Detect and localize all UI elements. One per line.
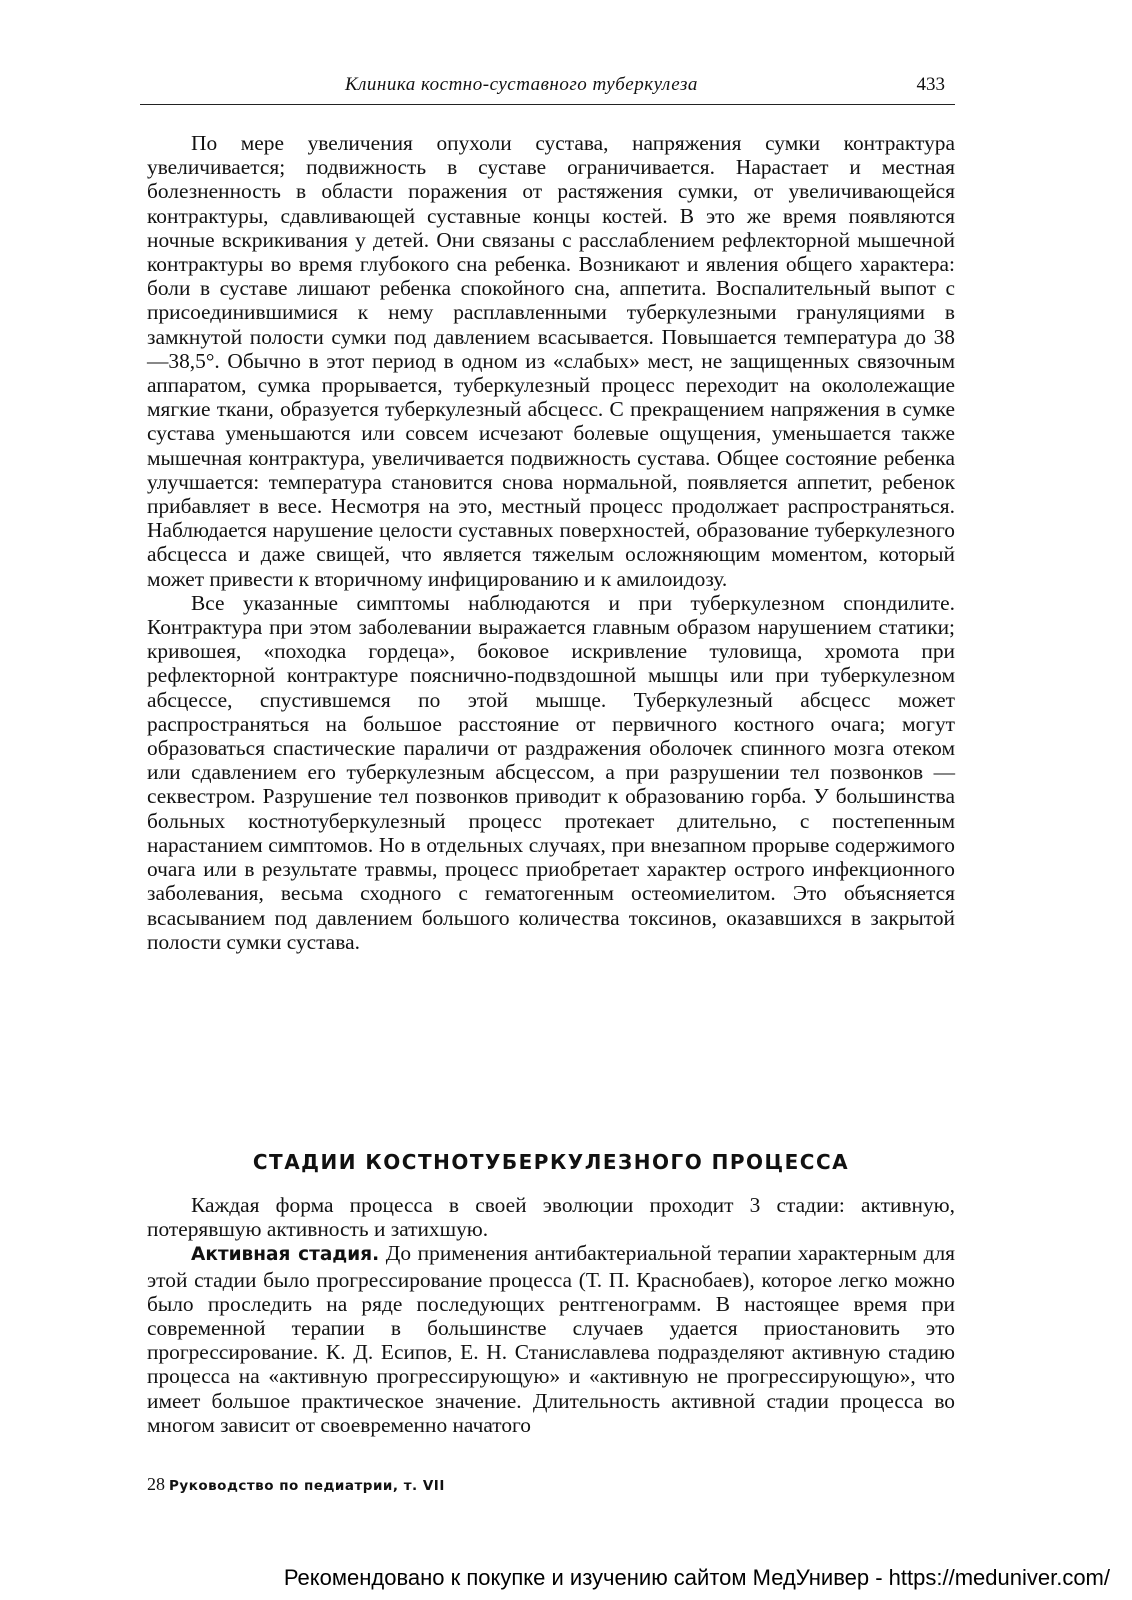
- section-paragraph-2-text: До применения антибактериальной терапии характерным для этой стадии было прогрессирование процесса (Т. П. Краснобаев), которое легко можно было проследить на ряде последующих рентгенограмм. В настоящее время при современной терапии в большинстве случаев удается приостановить это прогрессирование. К. Д. Есипов, Е. Н. Станиславлева подразделяют активную стадию процесса на «активную прогрессирующую» и «активную не прогрессирующую», что имеет большое практическое значение. Длительность активной стадии процесса во многом зависит от своевременно начатого: [147, 1241, 955, 1437]
- section-text: [147, 1193, 955, 1437]
- signature-footnote: [147, 1474, 445, 1495]
- run-in-title: Активная стадия.: [191, 1244, 380, 1266]
- signature-number: 28: [147, 1474, 165, 1494]
- running-head: [140, 72, 955, 105]
- page-number: 433: [916, 74, 945, 95]
- section-paragraph-1: Каждая форма процесса в своей эволюции проходит 3 стадии: активную, потерявшую активность и затихшую.: [147, 1193, 955, 1242]
- signature-text: Руководство по педиатрии, т. VII: [169, 1478, 445, 1494]
- section-heading: СТАДИИ КОСТНОТУБЕРКУЛЕЗНОГО ПРОЦЕССА: [252, 1150, 850, 1174]
- paragraph-1: По мере увеличения опухоли сустава, напряжения сумки контрактура увеличивается; подвижность в суставе ограничивается. Нарастает и местная болезненность в области поражения от растяжения сумки, от увеличивающейся контрактуры, сдавливающей суставные концы костей. В это же время появляются ночные вскрикивания у детей. Они связаны с расслаблением рефлекторной мышечной контрактуры во время глубокого сна ребенка. Возникают и явления общего характера: боли в суставе лишают ребенка спокойного сна, аппетита. Воспалительный выпот с присоединившимися к нему расплавленными туберкулезными грануляциями в замкнутой полости сумки под давлением всасывается. Повышается температура до 38—38,5°. Обычно в этот период в одном из «слабых» мест, не защищенных связочным аппаратом, сумка прорывается, туберкулезный процесс переходит на окололежащие мягкие ткани, образуется туберкулезный абсцесс. С прекращением напряжения в сумке сустава уменьшаются или совсем исчезают болевые ощущения, уменьшается также мышечная контрактура, увеличивается подвижность сустава. Общее состояние ребенка улучшается: температура становится снова нормальной, появляется аппетит, ребенок прибавляет в весе. Несмотря на это, местный процесс продолжает распространяться. Наблюдается нарушение целости суставных поверхностей, образование туберкулезного абсцесса и даже свищей, что является тяжелым осложняющим моментом, который может привести к вторичному инфицированию и к амилоидозу.: [147, 131, 955, 591]
- running-title: Клиника костно-суставного туберкулеза: [345, 74, 698, 95]
- section-paragraph-2: [147, 1241, 955, 1437]
- paragraph-2: Все указанные симптомы наблюдаются и при туберкулезном спондилите. Контрактура при этом заболевании выражается главным образом нарушением статики; кривошея, «походка гордеца», боковое искривление туловища, хромота при рефлекторной контрактуре пояснично-подвздошной мышцы или при туберкулезном абсцессе, спустившемся по этой мышце. Туберкулезный абсцесс может распространяться на большое расстояние от первичного костного очага; могут образоваться спастические параличи от раздражения оболочек спинного мозга отеком или сдавлением его туберкулезным абсцессом, а при разрушении тел позвонков — секвестром. Разрушение тел позвонков приводит к образованию горба. У большинства больных костнотуберкулезный процесс протекает длительно, с постепенным нарастанием симптомов. Но в отдельных случаях, при внезапном прорыве содержимого очага или в результате травмы, процесс приобретает характер острого инфекционного заболевания, весьма сходного с гематогенным остеомиелитом. Это объясняется всасыванием под давлением большого количества токсинов, оказавшихся в закрытой полости сумки сустава.: [147, 590, 955, 954]
- watermark-link[interactable]: Рекомендовано к покупке и изучению сайтом МедУнивер - https://meduniver.com/: [283, 1565, 1110, 1590]
- main-text: [147, 131, 955, 954]
